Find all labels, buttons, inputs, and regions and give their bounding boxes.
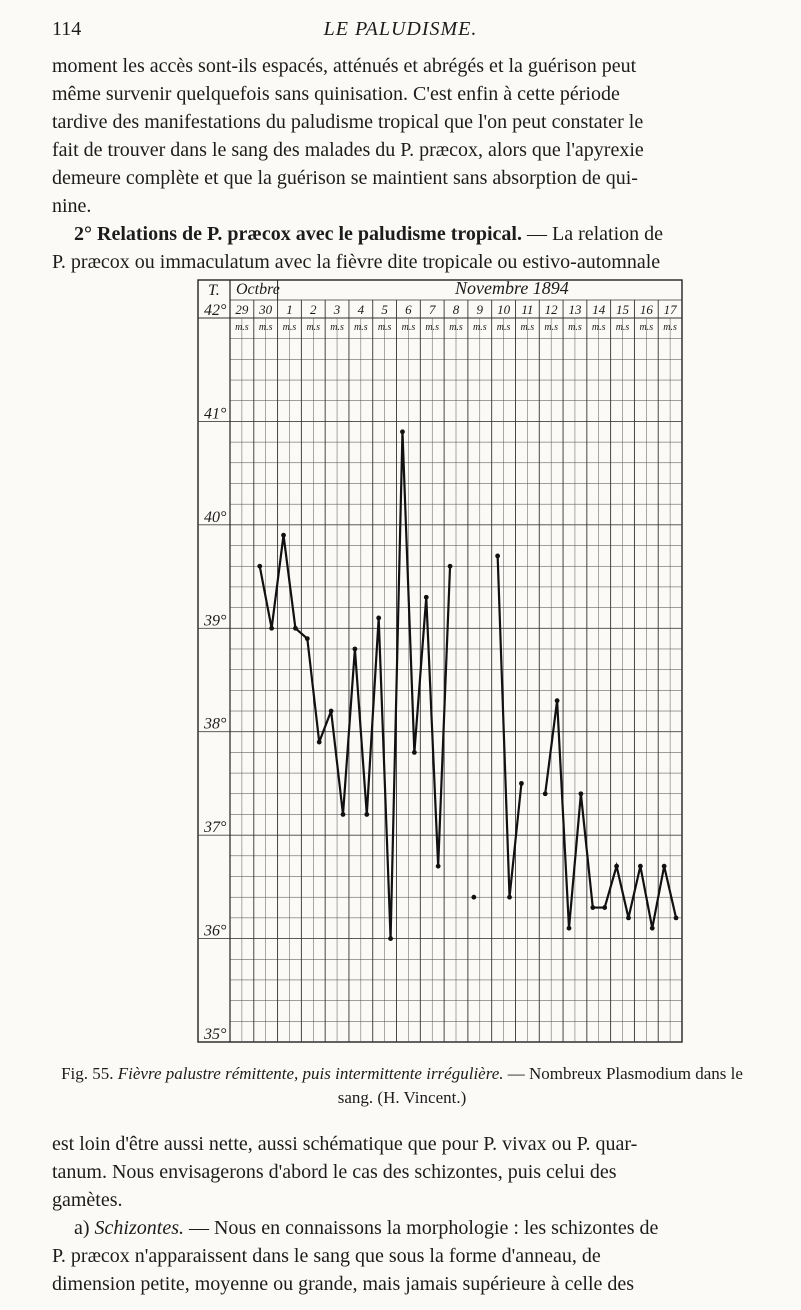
day-label: 8	[452, 302, 460, 317]
schizontes-heading: Schizontes.	[94, 1217, 184, 1239]
schizontes-label: a)	[74, 1217, 95, 1239]
text-line: moment les accès sont-ils espacés, atténués et abrégés et la guérison peut	[52, 55, 637, 77]
y-tick-label: 37°	[204, 819, 227, 837]
temperature-point	[602, 905, 607, 910]
temperature-point	[400, 429, 405, 434]
temperature-point	[519, 781, 524, 786]
session-label: m.s	[449, 322, 463, 333]
body-paragraph	[52, 1130, 752, 1214]
temperature-point	[650, 926, 655, 931]
text-line: demeure complète et que la guérison se maintient sans absorption de qui-	[52, 167, 638, 189]
temperature-point	[495, 553, 500, 558]
temperature-point	[329, 709, 334, 714]
session-label: m.s	[544, 322, 558, 333]
day-label: 29	[235, 302, 249, 317]
session-label: m.s	[663, 322, 677, 333]
day-label: 6	[405, 302, 412, 317]
temperature-point	[555, 698, 560, 703]
session-label: m.s	[235, 322, 249, 333]
text-line: nine.	[52, 195, 92, 217]
y-tick-label: 41°	[204, 405, 227, 423]
temperature-point	[567, 926, 572, 931]
y-tick-label: 36°	[204, 922, 227, 940]
temperature-point	[614, 864, 619, 869]
schizontes-line	[52, 1214, 752, 1242]
temperature-point	[352, 647, 357, 652]
temperature-point	[662, 864, 667, 869]
day-label: 30	[259, 302, 273, 317]
section-heading: 2° Relations de P. præcox avec le paludisme tropical.	[74, 223, 522, 245]
temperature-point	[364, 812, 369, 817]
session-label: m.s	[639, 322, 654, 333]
temperature-point	[674, 915, 679, 920]
temperature-point	[412, 750, 417, 755]
text-line: est loin d'être aussi nette, aussi schématique que pour P. vivax ou P. quar-	[52, 1133, 638, 1155]
day-label: 15	[616, 302, 630, 317]
day-label: 4	[357, 302, 365, 317]
figure-caption	[52, 1062, 752, 1110]
session-label: m.s	[568, 322, 582, 333]
session-label: m.s	[425, 322, 440, 333]
temperature-point	[317, 740, 322, 745]
day-label: 11	[521, 302, 534, 317]
temperature-point	[543, 791, 548, 796]
y-tick-label: 39°	[204, 612, 227, 630]
day-label: 17	[663, 302, 677, 317]
temperature-point	[626, 915, 631, 920]
page-number: 114	[52, 18, 82, 40]
corner-label: T.	[208, 282, 220, 299]
temperature-point	[424, 595, 429, 600]
text-line: gamètes.	[52, 1189, 123, 1211]
figure-label: Fig. 55.	[61, 1064, 114, 1083]
day-label: 13	[568, 302, 582, 317]
session-label: m.s	[306, 322, 321, 333]
session-label: m.s	[615, 322, 630, 333]
temperature-point	[257, 564, 262, 569]
temperature-point	[269, 626, 274, 631]
temperature-point	[590, 905, 595, 910]
figure-note: — Nombreux Plasmodium dans le sang. (H. Vincent.)	[337, 1064, 743, 1107]
day-label: 10	[497, 302, 511, 317]
session-label: m.s	[377, 322, 392, 333]
running-title: LE PALUDISME.	[323, 18, 478, 40]
day-label: 1	[286, 302, 293, 317]
session-label: m.s	[591, 322, 606, 333]
figure-title: Fièvre palustre rémittente, puis intermittente irrégulière.	[117, 1064, 504, 1083]
text-line: — Nous en connaissons la morphologie : les schizontes de	[183, 1217, 659, 1239]
session-label: m.s	[258, 322, 273, 333]
temperature-point	[341, 812, 346, 817]
session-label: m.s	[354, 322, 368, 333]
day-label: 14	[592, 302, 606, 317]
month-label-november: Novembre 1894	[455, 278, 569, 298]
chart-header	[208, 278, 569, 299]
text-line: tardive des manifestations du paludisme tropical que l'on peut constater le	[52, 111, 644, 133]
chart-frame	[198, 280, 682, 1042]
day-label: 2	[310, 302, 317, 317]
y-tick-label: 40°	[204, 508, 227, 526]
session-label: m.s	[282, 322, 297, 333]
section-heading-rest: — La relation de	[521, 223, 664, 245]
session-label: m.s	[330, 322, 344, 333]
month-label-october: Octbre	[236, 281, 280, 298]
text-line: tanum. Nous envisagerons d'abord le cas des schizontes, puis celui des	[52, 1161, 617, 1183]
session-label: m.s	[496, 322, 511, 333]
text-line: P. præcox ou immaculatum avec la fièvre dite tropicale ou estivo-automnale	[52, 251, 661, 273]
day-label: 3	[333, 302, 341, 317]
temperature-point	[376, 616, 381, 621]
day-label: 9	[476, 302, 484, 317]
y-tick-label: 42°	[204, 302, 227, 319]
text-line: dimension petite, moyenne ou grande, mais jamais supérieure à celle des	[52, 1273, 635, 1295]
session-label: m.s	[520, 322, 535, 333]
day-label: 5	[381, 302, 388, 317]
temperature-point	[638, 864, 643, 869]
day-label: 7	[428, 302, 436, 317]
day-label: 12	[544, 302, 558, 317]
temperature-point	[507, 895, 512, 900]
temperature-point	[293, 626, 298, 631]
day-label: 16	[639, 302, 653, 317]
temperature-line	[260, 432, 450, 939]
temperature-point	[471, 895, 476, 900]
chart-grid	[198, 280, 682, 1043]
temperature-line	[498, 556, 522, 897]
text-line: même survenir quelquefois sans quinisation. C'est enfin à cette période	[52, 83, 620, 105]
y-tick-label: 35°	[204, 1026, 227, 1043]
temperature-point	[388, 936, 393, 941]
temperature-point	[578, 791, 583, 796]
temperature-point	[305, 636, 310, 641]
text-line: P. præcox n'apparaissent dans le sang que sous la forme d'anneau, de	[52, 1245, 601, 1267]
session-label: m.s	[401, 322, 416, 333]
temperature-point	[448, 564, 453, 569]
text-line: fait de trouver dans le sang des malades du P. præcox, alors que l'apyrexie	[52, 139, 644, 161]
schizontes-paragraph	[52, 1214, 752, 1304]
session-label: m.s	[472, 322, 487, 333]
temperature-point	[436, 864, 441, 869]
y-tick-label: 38°	[204, 715, 227, 733]
temperature-point	[281, 533, 286, 538]
